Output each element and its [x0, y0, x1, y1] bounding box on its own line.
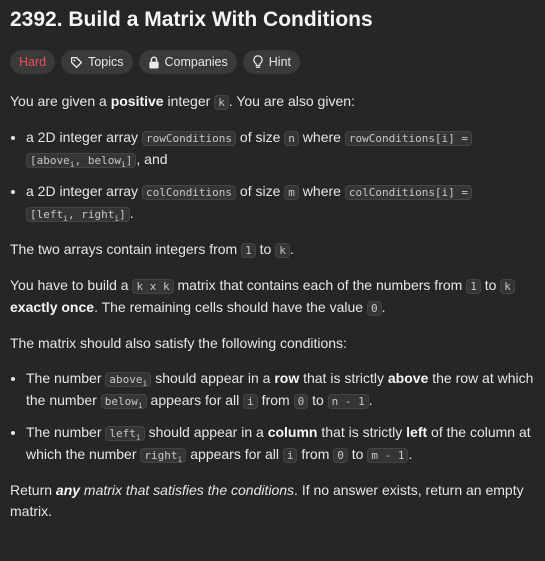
- inline-code: colConditions: [142, 185, 236, 200]
- inline-code: n: [284, 131, 299, 146]
- list-item: • The number above$_i$ should appear in a row that is strictly above the row at which the number below$_i$ appears for all i from 0 to n - 1 .: [26, 368, 535, 412]
- inline-code: i: [243, 394, 258, 409]
- inline-code: right$_i$: [140, 448, 186, 463]
- inline-code: rowConditions: [142, 131, 236, 146]
- inline-code: 1: [466, 279, 481, 294]
- inline-code: left$_i$: [105, 426, 144, 441]
- inline-code: k x k: [132, 279, 173, 294]
- inline-code: i: [283, 448, 298, 463]
- topics-label: Topics: [88, 55, 124, 69]
- inline-code: [above$_i$, below$_i$]: [26, 153, 136, 168]
- lightbulb-icon: [252, 55, 264, 69]
- lock-icon: [148, 56, 160, 69]
- tag-row: [10, 50, 535, 74]
- companies-label: Companies: [164, 55, 228, 69]
- conditions-list: [10, 368, 535, 466]
- inline-code: m - 1: [367, 448, 408, 463]
- inline-code: 1: [241, 243, 256, 258]
- inline-code: m: [284, 185, 299, 200]
- difficulty-badge[interactable]: [10, 50, 55, 74]
- given-list: [10, 127, 535, 225]
- inline-code: 0: [294, 394, 309, 409]
- matrix-paragraph: You have to build a k x k matrix that contains each of the numbers from 1 to k exactly once. The remaining cells should have the value 0 .: [10, 275, 535, 319]
- range-paragraph: The two arrays contain integers from 1 to k .: [10, 241, 294, 257]
- hint-label: Hint: [268, 55, 291, 69]
- topics-button[interactable]: [61, 50, 132, 74]
- hint-button[interactable]: [243, 50, 300, 74]
- inline-code: rowConditions[i] =: [345, 131, 472, 146]
- inline-code: k: [214, 95, 229, 110]
- return-paragraph: Return any matrix that satisfies the conditions. If no answer exists, return an empty matrix.: [10, 482, 524, 519]
- inline-code: 0: [367, 301, 382, 316]
- inline-code: n - 1: [328, 394, 369, 409]
- intro-paragraph: You are given a positive integer k . You are also given:: [10, 93, 355, 109]
- inline-code: above$_i$: [105, 372, 151, 387]
- list-item: • a 2D integer array rowConditions of size n where rowConditions[i] = [above$_i$, below$_i$] , and: [26, 127, 535, 171]
- list-item: • The number left$_i$ should appear in a column that is strictly left of the column at which the number right$_i$ appears for all i from 0 to m - 1 .: [26, 422, 535, 466]
- list-item: • a 2D integer array colConditions of size m where colConditions[i] = [left$_i$, right$_i$] .: [26, 181, 535, 225]
- inline-code: colConditions[i] =: [345, 185, 472, 200]
- companies-button[interactable]: [139, 50, 237, 74]
- inline-code: below$_i$: [101, 394, 147, 409]
- conditions-intro: The matrix should also satisfy the following conditions:: [10, 335, 347, 351]
- inline-code: k: [500, 279, 515, 294]
- inline-code: [left$_i$, right$_i$]: [26, 207, 130, 222]
- tag-icon: [70, 56, 83, 69]
- inline-code: k: [275, 243, 290, 258]
- inline-code: 0: [333, 448, 348, 463]
- problem-title: 2392. Build a Matrix With Conditions: [10, 8, 373, 31]
- difficulty-label: Hard: [19, 55, 47, 69]
